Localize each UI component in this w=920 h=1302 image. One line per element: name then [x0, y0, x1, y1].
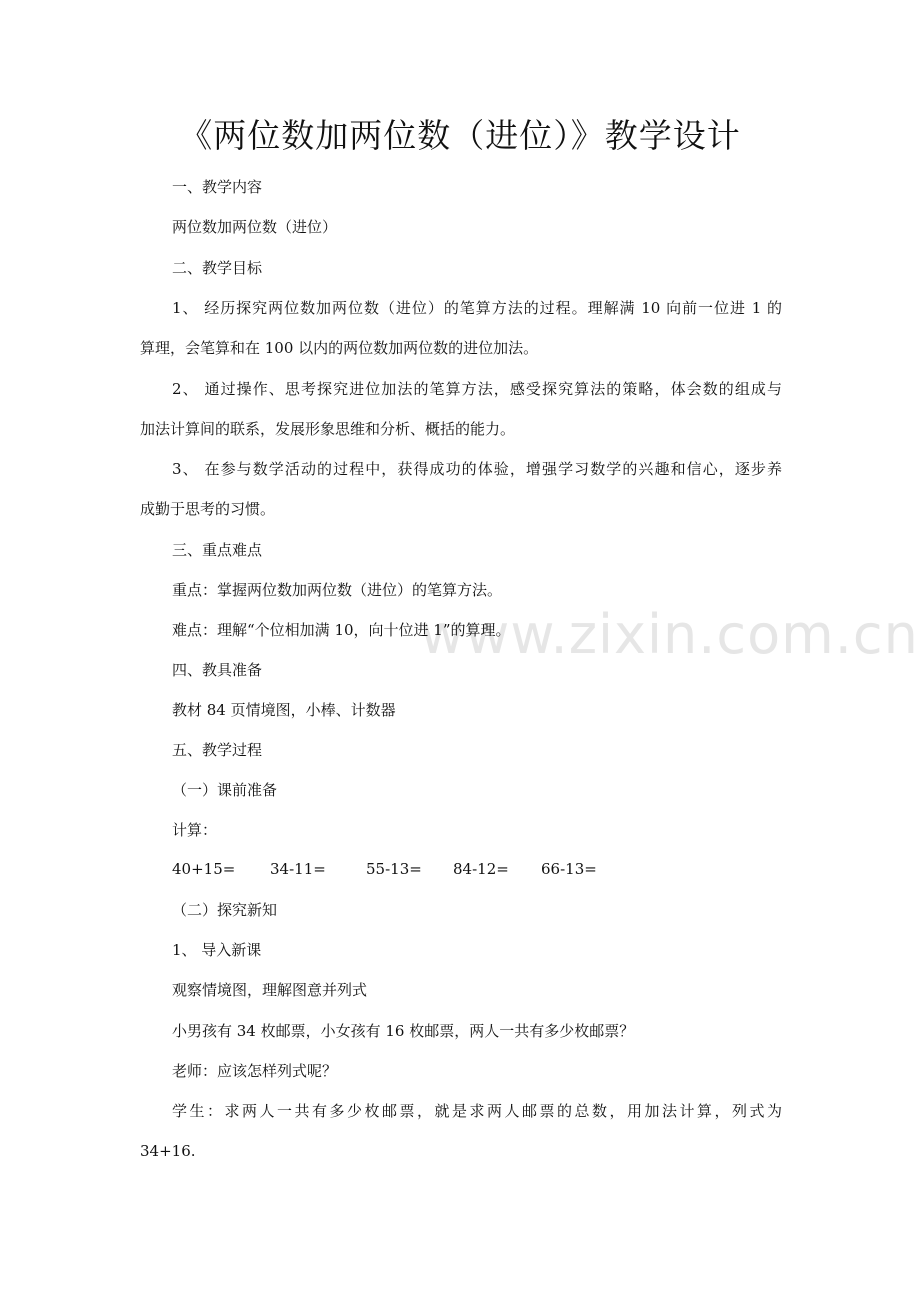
paragraph: 学生：求两人一共有多少枚邮票，就是求两人邮票的总数，用加法计算，列式为 — [172, 1102, 782, 1120]
paragraph: 成勤于思考的习惯。 — [140, 500, 276, 518]
section-heading-keypoints: 三、重点难点 — [172, 541, 263, 559]
paragraph: 加法计算间的联系，发展形象思维和分析、概括的能力。 — [140, 420, 516, 438]
page-title: 《两位数加两位数（进位）》教学设计 — [179, 116, 741, 155]
paragraph: 34+16. — [140, 1142, 196, 1160]
paragraph: 教材 84 页情境图，小棒、计数器 — [172, 701, 396, 719]
calc-item: 55-13= — [366, 860, 422, 878]
paragraph: 重点：掌握两位数加两位数（进位）的笔算方法。 — [172, 581, 503, 599]
calc-item: 66-13= — [541, 860, 597, 878]
watermark: www.zixin.com.cn — [420, 603, 919, 666]
paragraph: 算理，会笔算和在 100 以内的两位数加两位数的进位加法。 — [140, 339, 539, 357]
paragraph: 两位数加两位数（进位） — [172, 218, 338, 236]
paragraph: 小男孩有 34 枚邮票，小女孩有 16 枚邮票，两人一共有多少枚邮票？ — [172, 1022, 635, 1040]
calc-item: 40+15= — [172, 860, 236, 878]
calc-item: 84-12= — [453, 860, 509, 878]
subsection-heading: （二）探究新知 — [172, 901, 278, 919]
paragraph: 3、 在参与数学活动的过程中，获得成功的体验，增强学习数学的兴趣和信心，逐步养 — [172, 460, 782, 478]
subsection-heading: （一）课前准备 — [172, 781, 278, 799]
section-heading-materials: 四、教具准备 — [172, 661, 263, 679]
section-heading-content: 一、教学内容 — [172, 178, 263, 196]
section-heading-process: 五、教学过程 — [172, 741, 263, 759]
calc-item: 34-11= — [270, 860, 326, 878]
paragraph: 计算： — [172, 821, 218, 839]
paragraph: 1、 经历探究两位数加两位数（进位）的笔算方法的过程。理解满 10 向前一位进 1 的 — [172, 299, 782, 317]
paragraph: 难点：理解“个位相加满 10，向十位进 1”的算理。 — [172, 621, 511, 639]
paragraph: 观察情境图，理解图意并列式 — [172, 981, 368, 999]
paragraph: 1、 导入新课 — [172, 941, 262, 959]
paragraph: 老师：应该怎样列式呢？ — [172, 1062, 338, 1080]
paragraph: 2、 通过操作、思考探究进位加法的笔算方法，感受探究算法的策略，体会数的组成与 — [172, 380, 782, 398]
section-heading-goals: 二、教学目标 — [172, 259, 263, 277]
